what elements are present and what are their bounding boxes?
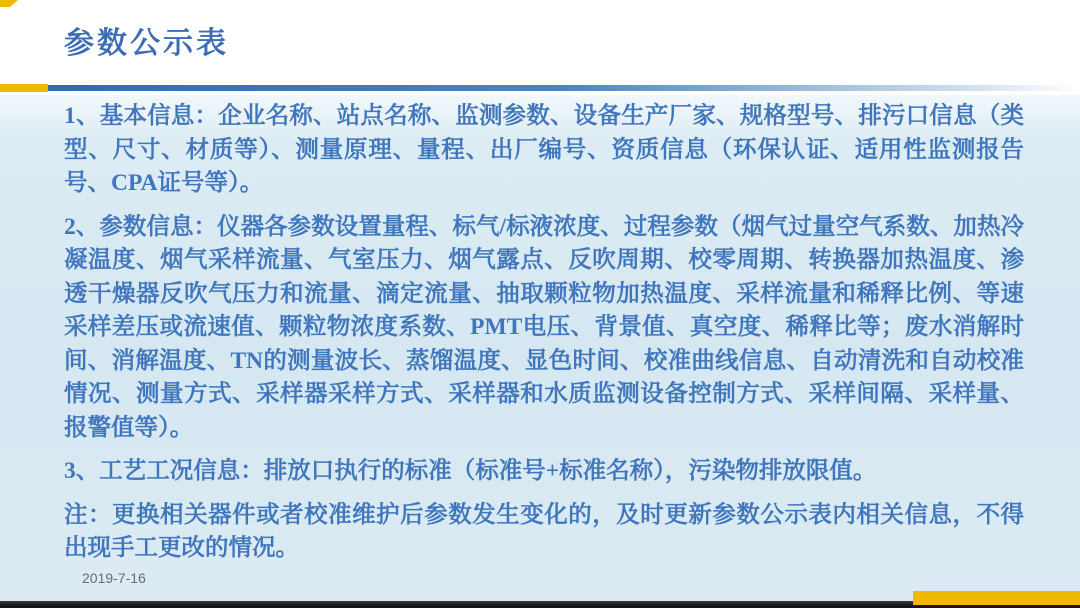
paragraph-note: 注：更换相关器件或者校准维护后参数发生变化的，及时更新参数公示表内相关信息，不得出现手工更改的情况。 [64,501,1024,561]
top-left-yellow-accent [0,0,18,7]
divider-blue-line [48,85,1080,91]
title-divider [0,84,1080,92]
slide-title: 参数公示表 [64,27,229,60]
slide-body [64,100,1024,576]
divider-yellow-segment [0,84,48,92]
paragraph-process-condition-info: 3、工艺工况信息：排放口执行的标准（标准号+标准名称），污染物排放限值。 [64,458,877,484]
paragraph-parameter-info: 2、参数信息：仪器各参数设置量程、标气/标液浓度、过程参数（烟气过量空气系数、加热冷凝温度、烟气采样流量、气室压力、烟气露点、反吹周期、校零周期、转换器加热温度、渗透干燥器反吹气压力和流量、滴定流量、抽取颗粒物加热温度、采样流量和稀释比例、等速采样差压或流速值、颗粒物浓度系数、PMT电压、背景值、真空度、稀释比等；废水消解时间、消解温度、TN的测量波长、蒸馏温度、显色时间、校准曲线信息、自动清洗和自动校准情况、测量方式、采样器采样方式、采样器和水质监测设备控制方式、采样间隔、采样量、报警值等）。 [64,213,1024,441]
bottom-right-yellow-accent [913,591,1080,605]
paragraph-basic-info: 1、基本信息：企业名称、站点名称、监测参数、设备生产厂家、规格型号、排污口信息（类型、尺寸、材质等）、测量原理、量程、出厂编号、资质信息（环保认证、适用性监测报告号、CPA证号等）。 [64,103,1024,196]
slide-date: 2019-7-16 [82,570,146,586]
